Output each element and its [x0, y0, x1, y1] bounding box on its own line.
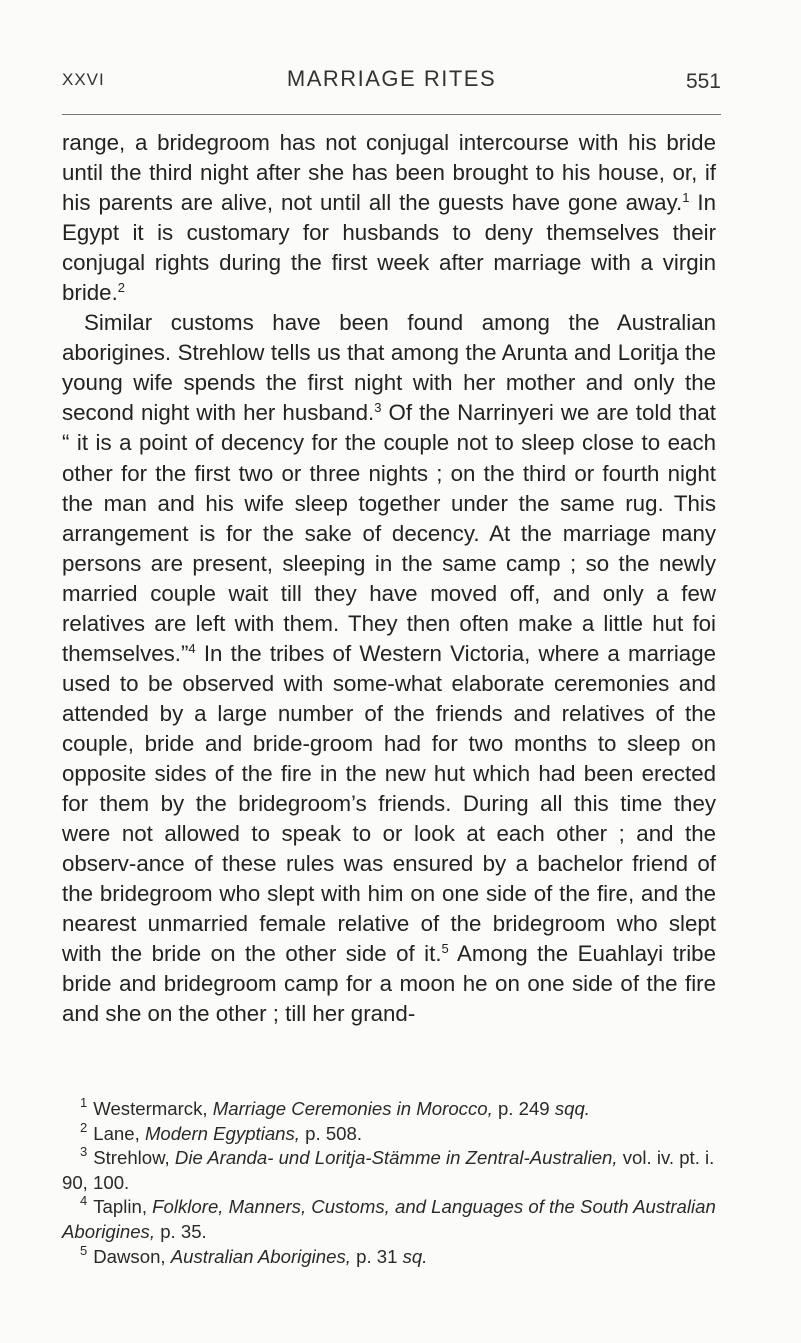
text-run: Of the Narrinyeri we are told that “ it is a point of decency for the couple not to sleep close to each other for the first two or three nights ; on the third or fourth night the man and his wife sleep together under the same rug. This arrangement is for the sake of decency. At the marriage many persons are present, sleeping in the same camp ; so the newly married couple wait till they have moved off, and only a few relatives are left with them. They then often make a little hut foi themselves.” [62, 400, 716, 666]
footnotes [62, 1097, 716, 1269]
footnote-number: 3 [80, 1144, 88, 1160]
text-run: Westermarck, [93, 1098, 213, 1119]
running-title: MARRIAGE RITES [286, 66, 497, 91]
footnote-reference: 2 [117, 280, 126, 296]
text-run: Lane, [93, 1122, 145, 1144]
footnote [62, 1146, 716, 1195]
italic-title: sqq. [554, 1098, 590, 1119]
footnote [62, 1097, 716, 1122]
text-run: Dawson, [93, 1245, 171, 1267]
paragraph [62, 308, 716, 1029]
text-run: p. 31 [350, 1245, 403, 1267]
text-run: vol. iv. pt. i. 90, 100. [62, 1147, 715, 1193]
text-run: Similar customs have been found among the Australian aborigines. Strehlow tells us that among the Arunta and Loritja the young wife spends the first night with her mother and only the second night with her husband. [62, 310, 716, 426]
footnote-reference: 4 [188, 640, 196, 656]
chapter-number: XXVI [62, 70, 105, 89]
running-header [62, 62, 721, 102]
footnote-number: 2 [80, 1119, 88, 1135]
footnote [62, 1242, 716, 1270]
text-run: In the tribes of Western Victoria, where a marriage used to be observed with some-what elaborate ceremonies and attended by a large number of the friends and relatives of the couple, bride and bride-groom had for two months to sleep on opposite sides of the fire in the new hut which had been erected for them by the bridegroom’s friends. During all this time they were not allowed to speak to or look at each other ; and the observ-ance of these rules was ensured by a bachelor friend of the bridegroom who slept with him on one side of the fire, and the nearest unmarried female relative of the bridegroom who slept with the bride on the other side of it. [62, 640, 716, 967]
footnote-reference: 3 [374, 400, 382, 416]
footnote [62, 1119, 716, 1147]
text-run: p. 35. [155, 1220, 207, 1242]
italic-title: sq. [402, 1245, 428, 1267]
text-run: Among the Euahlayi tribe bride and bridegroom camp for a moon he on one side of the fire and she on the other ; till her grand- [62, 941, 716, 1027]
text-run: range, a bridegroom has not conjugal intercourse with his bride until the third night after she has been brought to his house, or, if his parents are alive, not until all the guests have gone away. [62, 130, 716, 216]
header-rule [62, 114, 721, 115]
body-text [62, 128, 716, 1029]
footnote-number: 1 [80, 1095, 88, 1110]
text-run: In Egypt it is customary for husbands to deny themselves their conjugal rights during the first week after marriage with a virgin bride. [62, 190, 716, 306]
italic-title: Australian Aborigines, [170, 1245, 351, 1267]
paragraph [62, 128, 716, 308]
text-run: Strehlow, [93, 1147, 175, 1169]
italic-title: Modern Egyptians, [144, 1122, 300, 1144]
footnote-reference: 1 [682, 190, 690, 206]
italic-title: Die Aranda- und Loritja-Stämme in Zentral-Australien, [174, 1147, 618, 1169]
italic-title: Marriage Ceremonies in Morocco, [212, 1098, 493, 1119]
footnote-number: 4 [80, 1193, 88, 1209]
italic-title: Folklore, Manners, Customs, and Languages of the South Australian Aborigines, [62, 1196, 716, 1242]
text-run: p. 508. [299, 1122, 363, 1144]
text-run: p. 249 [492, 1098, 555, 1119]
footnote-number: 5 [80, 1242, 88, 1258]
page-number: 551 [685, 70, 721, 93]
footnote [62, 1195, 716, 1244]
footnote-reference: 5 [441, 941, 449, 957]
text-run: Taplin, [93, 1196, 153, 1218]
